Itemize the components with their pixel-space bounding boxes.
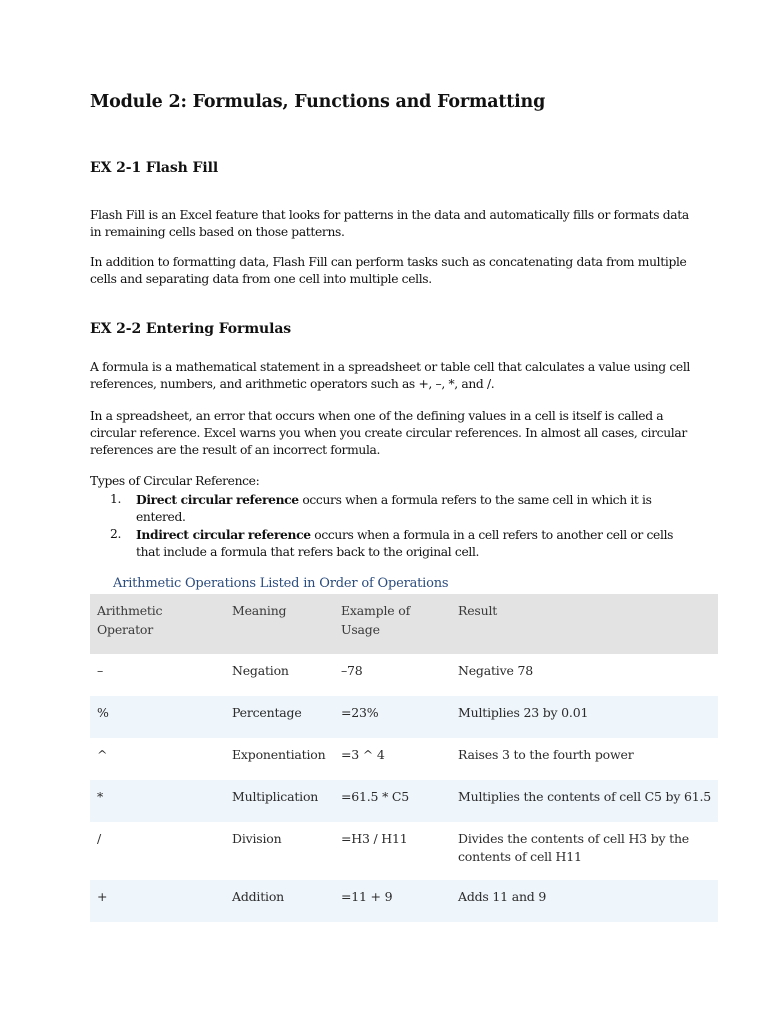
result-cell: Multiplies 23 by 0.01 xyxy=(458,705,589,720)
example-cell: =H3 / H11 xyxy=(341,831,408,846)
paragraph: In a spreadsheet, an error that occurs when one of the defining values in a cell is itself is called a circular reference. Excel warns you when you create circular references. In almost all cases, circular references are the result of an incorrect formula. xyxy=(90,409,687,457)
list-number: 1. xyxy=(110,492,122,506)
table-row xyxy=(90,738,718,780)
meaning-cell: Division xyxy=(232,831,282,846)
list-text: occurs when a formula refers to the same cell in which it is entered. xyxy=(136,493,652,524)
result-cell: Adds 11 and 9 xyxy=(458,889,547,904)
list-text: occurs when a formula in a cell refers to another cell or cells that include a formula that refers back to the original cell. xyxy=(136,528,674,559)
table-header-row xyxy=(90,594,718,654)
table-row xyxy=(90,780,718,822)
paragraph: Flash Fill is an Excel feature that looks for patterns in the data and automatically fills or formats data in remaining cells based on those patterns. xyxy=(90,208,689,239)
meaning-cell: Addition xyxy=(232,889,285,904)
operations-table xyxy=(90,594,718,922)
operator-cell: % xyxy=(97,705,109,720)
list-term: Direct circular reference xyxy=(136,492,299,507)
operator-cell: – xyxy=(97,663,104,678)
result-cell: Divides the contents of cell H3 by the contents of cell H11 xyxy=(458,831,689,864)
page-title: Module 2: Formulas, Functions and Formatting xyxy=(90,92,546,112)
operator-cell: ^ xyxy=(97,747,108,762)
result-cell: Raises 3 to the fourth power xyxy=(458,747,634,762)
section-heading-flash-fill: EX 2-1 Flash Fill xyxy=(90,160,219,176)
result-cell: Multiplies the contents of cell C5 by 61.5 xyxy=(458,789,712,804)
circular-types-list xyxy=(110,491,690,561)
meaning-cell: Multiplication xyxy=(232,789,319,804)
meaning-cell: Negation xyxy=(232,663,289,678)
example-cell: –78 xyxy=(341,663,363,678)
example-cell: =11 + 9 xyxy=(341,889,393,904)
example-cell: =23% xyxy=(341,705,379,720)
list-number: 2. xyxy=(110,527,122,541)
table-row xyxy=(90,880,718,922)
operator-cell: + xyxy=(97,889,108,904)
list-item xyxy=(110,526,690,561)
list-term: Indirect circular reference xyxy=(136,527,311,542)
types-label: Types of Circular Reference: xyxy=(90,474,260,488)
operator-cell: / xyxy=(97,831,102,846)
table-row xyxy=(90,654,718,696)
column-header: Meaning xyxy=(232,603,287,618)
meaning-cell: Percentage xyxy=(232,705,302,720)
table-row xyxy=(90,696,718,738)
table-row xyxy=(90,822,718,880)
example-cell: =3 ^ 4 xyxy=(341,747,385,762)
paragraph: A formula is a mathematical statement in a spreadsheet or table cell that calculates a value using cell references, numbers, and arithmetic operators such as +, –, *, and /. xyxy=(90,360,691,391)
result-cell: Negative 78 xyxy=(458,663,533,678)
meaning-cell: Exponentiation xyxy=(232,747,326,762)
paragraph: In addition to formatting data, Flash Fill can perform tasks such as concatenating data from multiple cells and separating data from one cell into multiple cells. xyxy=(90,255,687,286)
section-heading-entering-formulas: EX 2-2 Entering Formulas xyxy=(90,321,292,337)
table-caption: Arithmetic Operations Listed in Order of Operations xyxy=(113,576,449,591)
column-header: Arithmetic Operator xyxy=(97,603,163,637)
column-header: Result xyxy=(458,603,498,618)
example-cell: =61.5 * C5 xyxy=(341,789,410,804)
column-header: Example of Usage xyxy=(341,603,411,637)
operator-cell: * xyxy=(97,789,104,804)
list-item xyxy=(110,491,690,526)
